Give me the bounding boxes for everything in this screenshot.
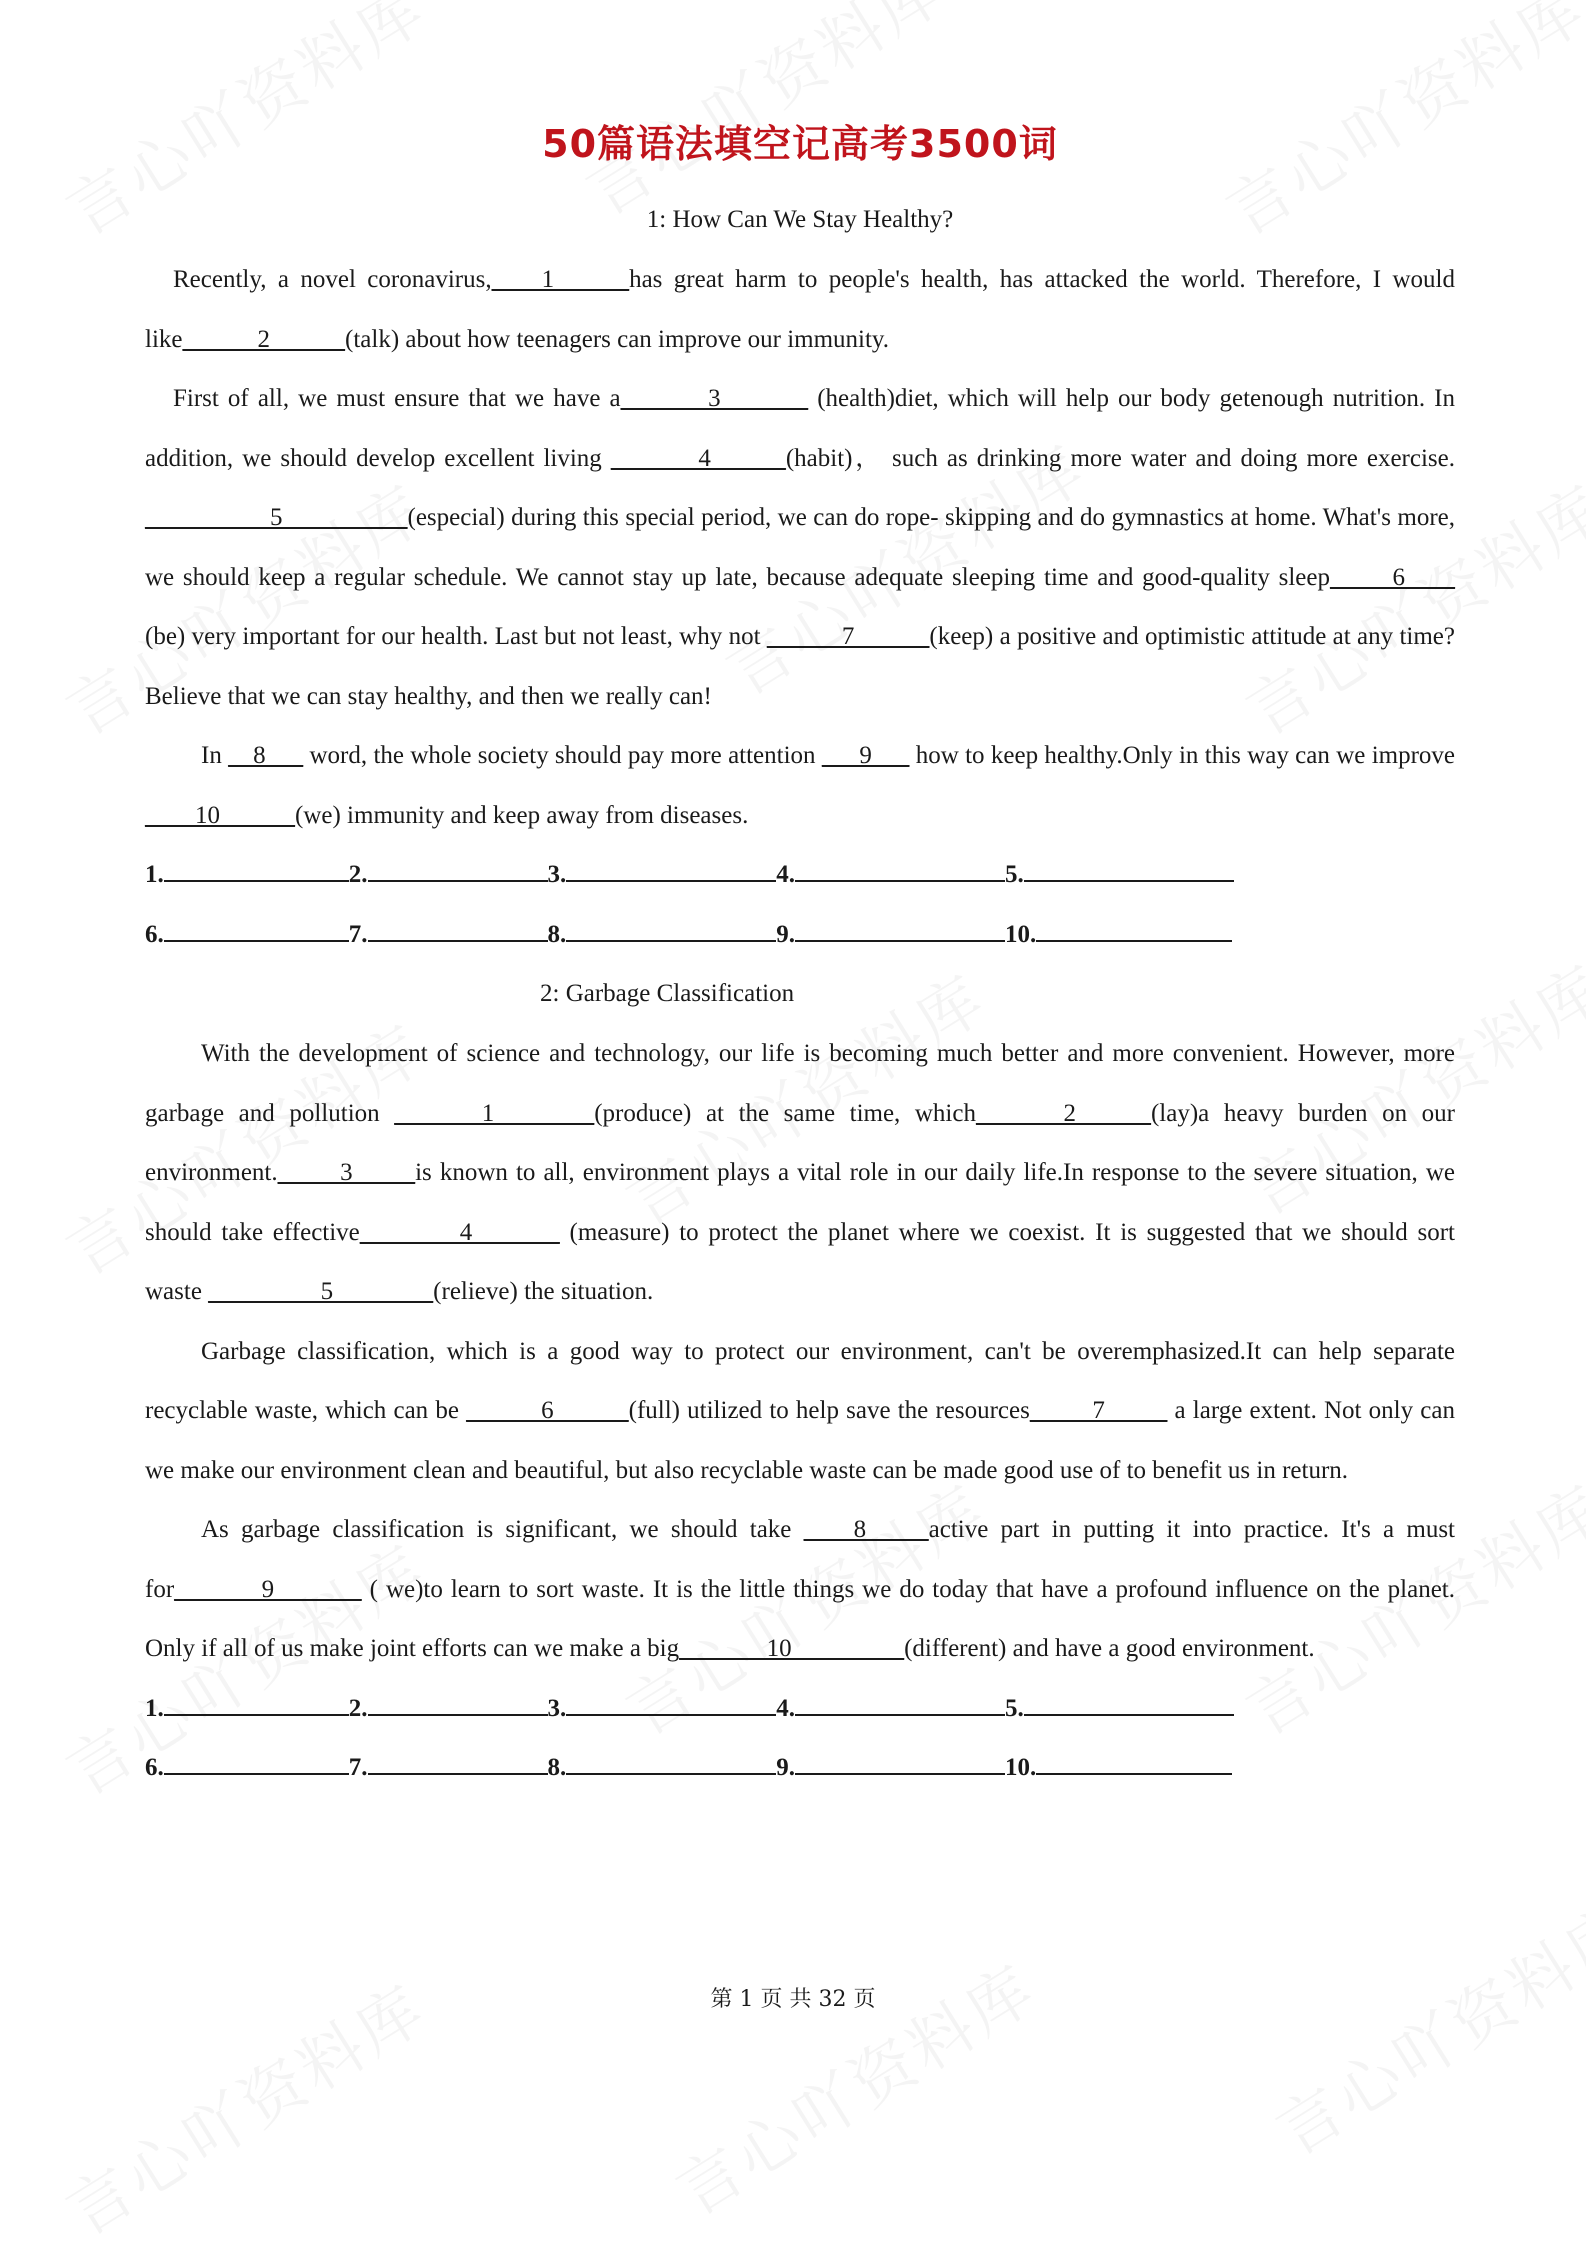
passage-text: (especial) during this special period, we can do rope- skipping and do gymnastics at home. What's more, we should keep a regular schedule. We cannot stay up late, because adequate sleeping time and good-quality sleep xyxy=(145,504,1455,591)
passage-text: (we) immunity and keep away from diseases. xyxy=(295,801,749,829)
fill-blank[interactable]: ____8_____ xyxy=(803,1516,929,1543)
answer-number: 3. xyxy=(547,861,567,888)
fill-blank[interactable]: _____3_____ xyxy=(277,1159,416,1186)
answer-line[interactable] xyxy=(164,1751,349,1775)
passage-text: is known to all, environment plays a vital role in our daily life.In response to the severe situation, we should take effective xyxy=(145,1159,1455,1246)
fill-blank[interactable]: ____10______ xyxy=(145,801,295,829)
passage-text: Garbage classification, which is a good way to protect our environment, can't be overemphasized.It can help separate recyclable waste, which can be xyxy=(145,1337,1455,1424)
answer-number: 5. xyxy=(1005,1694,1024,1722)
passage-text: With the development of science and technology, our life is becoming much better and more convenient. However, more garbage and pollution xyxy=(145,1040,1455,1127)
passage-text: Recently, a novel coronavirus, xyxy=(173,266,492,293)
document-title: 50篇语法填空记高考3500词 xyxy=(542,122,1058,166)
answer-line[interactable] xyxy=(566,858,776,882)
passage-text: (full) utilized to help save the resources xyxy=(628,1397,1030,1424)
passage-text: (produce) at the same time, which xyxy=(594,1099,976,1127)
answer-slot[interactable] xyxy=(776,845,1005,905)
answer-slot[interactable] xyxy=(1005,905,1232,965)
answer-row xyxy=(145,1679,1455,1739)
exercise-section xyxy=(145,190,1455,964)
sections-container xyxy=(145,190,1455,1798)
passage-text: As garbage classification is significant, we should take xyxy=(201,1516,804,1543)
answer-line[interactable] xyxy=(566,918,776,942)
passage-text: (health)diet, which will help our body getenough nutrition. In addition, we should develop excellent living xyxy=(145,385,1456,472)
answer-line[interactable] xyxy=(368,918,548,942)
answer-number: 1. xyxy=(145,861,164,888)
document-page xyxy=(145,95,1455,1798)
passage-paragraph xyxy=(145,1500,1455,1679)
answer-slot[interactable] xyxy=(349,905,548,965)
answer-row xyxy=(145,1738,1455,1798)
answer-line[interactable] xyxy=(368,1692,548,1716)
answer-line[interactable] xyxy=(368,1751,548,1775)
answer-slot[interactable] xyxy=(776,1738,1005,1798)
answer-number: 9. xyxy=(776,920,795,948)
answer-slot[interactable] xyxy=(145,905,349,965)
passage-paragraph xyxy=(145,369,1455,726)
passage-text: (keep) a positive and optimistic attitude at any time? Believe that we can stay healthy, and then we really can! xyxy=(145,623,1456,710)
fill-blank[interactable]: _________5________ xyxy=(208,1278,434,1305)
answer-row xyxy=(145,905,1455,965)
answer-line[interactable] xyxy=(795,1692,1005,1716)
fill-blank[interactable]: __8___ xyxy=(228,742,304,769)
fill-blank[interactable]: __________5__________ xyxy=(145,504,408,531)
fill-blank[interactable]: _______2______ xyxy=(975,1099,1151,1127)
page-footer: 第 1 页 共 32 页 xyxy=(710,1987,876,2012)
answer-number: 6. xyxy=(145,1754,164,1781)
answer-slot[interactable] xyxy=(145,1738,349,1798)
answer-line[interactable] xyxy=(368,858,548,882)
passage-text: word, the whole society should pay more attention xyxy=(303,742,822,769)
fill-blank[interactable]: _______4______ xyxy=(610,444,786,472)
passage-text: In xyxy=(201,742,229,769)
answer-slot[interactable] xyxy=(548,1679,777,1739)
answer-number: 7. xyxy=(348,920,368,948)
answer-number: 2. xyxy=(348,1694,368,1722)
answer-slot[interactable] xyxy=(349,845,548,905)
answer-line[interactable] xyxy=(795,1751,1005,1775)
passage-text: (measure) to protect the planet where we coexist. It is suggested that we should sort waste xyxy=(145,1218,1455,1305)
fill-blank[interactable]: ______7______ xyxy=(766,623,930,650)
passage-text: ( we)to learn to sort waste. It is the little things we do today that have a profound influence on the planet. Only if all of us make joint efforts can we make a big xyxy=(145,1575,1455,1662)
answer-number: 9. xyxy=(776,1754,795,1781)
answer-slot[interactable] xyxy=(548,845,777,905)
passage-paragraph xyxy=(145,1024,1455,1322)
answer-slot[interactable] xyxy=(145,845,349,905)
answer-slot[interactable] xyxy=(145,1679,349,1739)
answer-row xyxy=(145,845,1455,905)
answer-slot[interactable] xyxy=(349,1738,548,1798)
section-title: 1: How Can We Stay Healthy? xyxy=(646,206,954,233)
answer-slot[interactable] xyxy=(548,1738,777,1798)
fill-blank[interactable]: ____1______ xyxy=(491,266,630,293)
answer-slot[interactable] xyxy=(1005,845,1234,905)
fill-blank[interactable]: ______2______ xyxy=(182,325,345,353)
fill-blank[interactable]: _______1________ xyxy=(394,1099,595,1127)
passage-text: (different) and have a good environment. xyxy=(904,1635,1315,1662)
passage-paragraph xyxy=(145,1322,1455,1501)
answer-number: 5. xyxy=(1005,861,1024,888)
passage-text: First of all, we must ensure that we have a xyxy=(173,385,621,412)
answer-number: 8. xyxy=(547,920,567,948)
answer-line[interactable] xyxy=(1036,918,1232,942)
answer-slot[interactable] xyxy=(1005,1679,1234,1739)
answer-slot[interactable] xyxy=(776,1679,1005,1739)
passage-text: a large extent. Not only can we make our environment clean and beautiful, but also recyclable waste can be made good use of to benefit us in return. xyxy=(145,1397,1455,1484)
passage-text: active part in putting it into practice. It's a must for xyxy=(145,1516,1455,1603)
answer-number: 6. xyxy=(145,920,164,948)
fill-blank[interactable]: _______3_______ xyxy=(620,385,809,412)
watermark-text xyxy=(1257,1879,1586,2173)
answer-slot[interactable] xyxy=(548,905,777,965)
passage-text: (talk) about how teenagers can improve our immunity. xyxy=(345,325,890,353)
answer-number: 2. xyxy=(348,861,368,888)
fill-blank[interactable]: _______10_________ xyxy=(679,1635,905,1662)
exercise-section xyxy=(145,964,1455,1798)
answer-line[interactable] xyxy=(566,1692,776,1716)
fill-blank[interactable]: ___9___ xyxy=(821,742,910,769)
answer-number: 4. xyxy=(776,1694,795,1722)
answer-line[interactable] xyxy=(164,1692,349,1716)
answer-line[interactable] xyxy=(164,918,349,942)
fill-blank[interactable]: _____6____ xyxy=(1330,563,1455,591)
passage-text: how to keep healthy.Only in this way can we improve xyxy=(909,742,1456,769)
passage-text: (be) very important for our health. Last but not least, why not xyxy=(145,623,767,650)
passage-text: (habit)， such as drinking more water and doing more exercise. xyxy=(785,444,1455,472)
answer-number: 7. xyxy=(348,1754,368,1781)
fill-blank[interactable]: _____7_____ xyxy=(1029,1397,1168,1424)
passage-paragraph xyxy=(145,726,1455,845)
answer-slot[interactable] xyxy=(1005,1738,1232,1798)
answer-line[interactable] xyxy=(1024,858,1234,882)
answer-number: 10. xyxy=(1005,920,1037,948)
passage-text: (lay)a heavy burden on our environment. xyxy=(145,1099,1455,1186)
answer-number: 4. xyxy=(776,861,795,888)
answer-number: 3. xyxy=(547,1694,567,1722)
answer-number: 8. xyxy=(547,1754,567,1781)
answer-line[interactable] xyxy=(795,858,1005,882)
passage-text: has great harm to people's health, has attacked the world. Therefore, I would like xyxy=(145,266,1456,353)
answer-line[interactable] xyxy=(795,918,1005,942)
answer-number: 1. xyxy=(145,1694,164,1722)
answer-line[interactable] xyxy=(566,1751,776,1775)
answer-line[interactable] xyxy=(164,858,349,882)
section-title: 2: Garbage Classification xyxy=(540,980,795,1007)
answer-slot[interactable] xyxy=(349,1679,548,1739)
fill-blank[interactable]: _______9_______ xyxy=(174,1575,362,1603)
answer-line[interactable] xyxy=(1036,1751,1232,1775)
fill-blank[interactable]: ________4_______ xyxy=(359,1218,560,1246)
passage-text: (relieve) the situation. xyxy=(433,1278,654,1305)
passage-paragraph xyxy=(145,250,1455,369)
answer-line[interactable] xyxy=(1024,1692,1234,1716)
answer-slot[interactable] xyxy=(776,905,1005,965)
fill-blank[interactable]: ______6______ xyxy=(466,1397,629,1424)
answer-number: 10. xyxy=(1005,1754,1037,1781)
